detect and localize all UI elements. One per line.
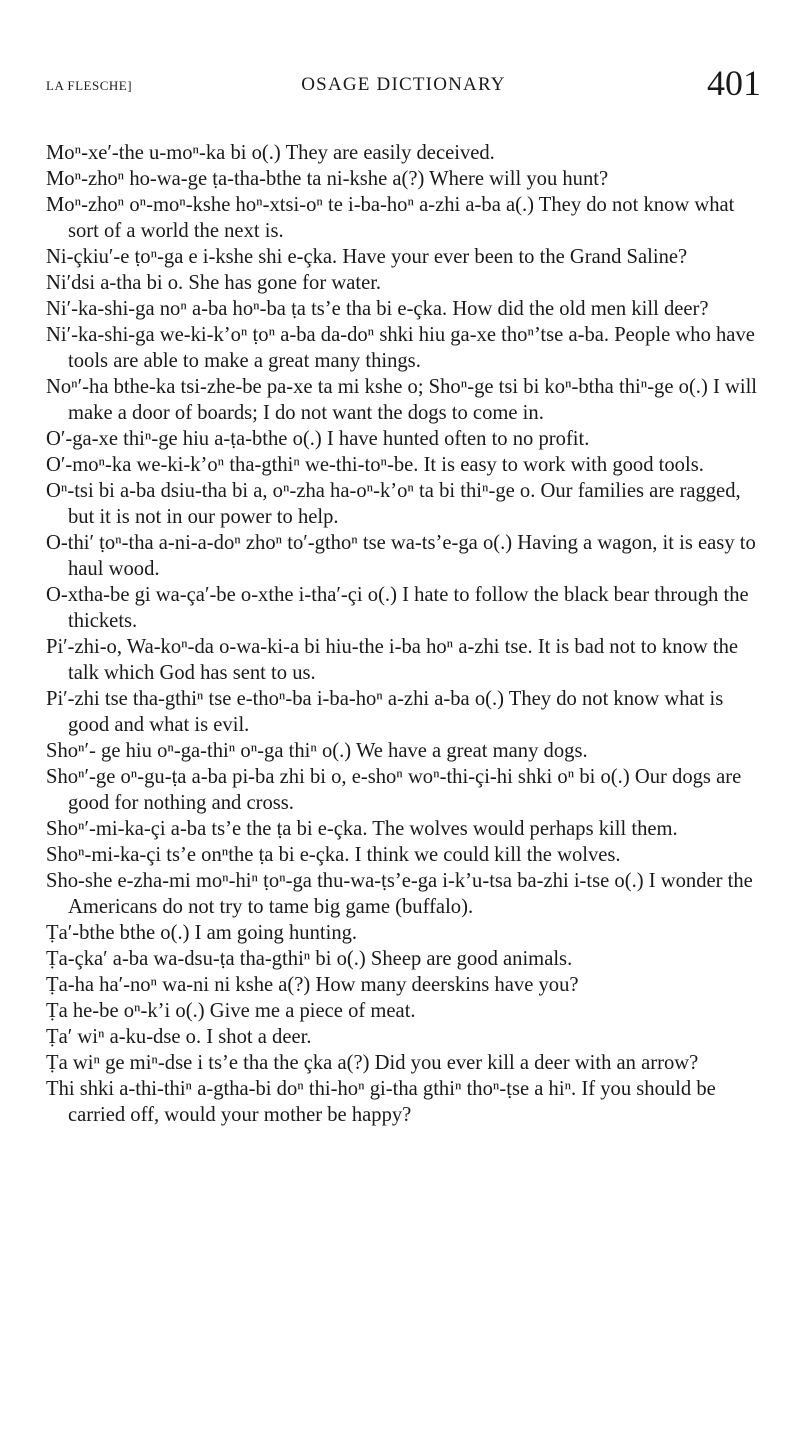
english-translation: Did you ever kill a deer with an arrow? xyxy=(374,1052,699,1074)
osage-phrase: O-xtha-be gi wa-ça′-be o-xthe i-tha′-çi o(.) xyxy=(46,584,397,606)
running-head-title: OSAGE DICTIONARY xyxy=(301,74,506,95)
english-translation: Where will you hunt? xyxy=(429,168,609,190)
english-translation: I hate to follow the black bear through the thickets. xyxy=(68,584,749,632)
osage-phrase: Ṭa he-be oⁿ-k’i o(.) xyxy=(46,1000,205,1022)
dictionary-entry xyxy=(46,322,761,374)
osage-phrase: Ṭa wiⁿ ge miⁿ-dse i ts’e tha the çka a(?) xyxy=(46,1052,370,1074)
dictionary-entry xyxy=(46,634,761,686)
osage-phrase: Pi′-zhi tse tha-gthiⁿ tse e-thoⁿ-ba i-ba-hoⁿ a-zhi a-ba o(.) xyxy=(46,688,504,710)
english-translation: It is bad not to know the talk which God has sent to us. xyxy=(68,636,739,684)
running-head-author: LA FLESCHE] xyxy=(46,78,133,93)
english-translation: It is easy to work with good tools. xyxy=(423,454,704,476)
english-translation: Sheep are good animals. xyxy=(370,948,573,970)
english-translation: How many deerskins have you? xyxy=(315,974,579,996)
dictionary-entry xyxy=(46,842,761,868)
english-translation: Our dogs are good for nothing and cross. xyxy=(68,766,742,814)
english-translation: The wolves would perhaps kill them. xyxy=(372,818,678,840)
osage-phrase: Oⁿ-tsi bi a-ba dsiu-tha bi a, oⁿ-zha ha-oⁿ-k’oⁿ ta bi thiⁿ-ge o. xyxy=(46,480,536,502)
dictionary-entry xyxy=(46,816,761,842)
dictionary-entry xyxy=(46,374,761,426)
osage-phrase: Sho-she e-zha-mi moⁿ-hiⁿ ṭoⁿ-ga thu-wa-ṭs’e-ga i-k’u-tsa ba-zhi i-tse o(.) xyxy=(46,870,644,892)
english-translation: Have your ever been to the Grand Saline? xyxy=(342,246,688,268)
dictionary-entry xyxy=(46,764,761,816)
dictionary-entry xyxy=(46,998,761,1024)
osage-phrase: Ni′dsi a-tha bi o. xyxy=(46,272,184,294)
dictionary-entry xyxy=(46,270,761,296)
osage-phrase: Shoⁿ′-mi-ka-çi a-ba ts’e the ṭa bi e-çka. xyxy=(46,818,368,840)
dictionary-entry xyxy=(46,1050,761,1076)
dictionary-entry xyxy=(46,140,761,166)
dictionary-entry xyxy=(46,530,761,582)
dictionary-entry xyxy=(46,946,761,972)
english-translation: I shot a deer. xyxy=(206,1026,312,1048)
page-number: 401 xyxy=(707,63,761,103)
osage-phrase: Noⁿ′-ha bthe-ka tsi-zhe-be pa-xe ta mi kshe o; Shoⁿ-ge tsi bi koⁿ-btha thiⁿ-ge o(.) xyxy=(46,376,708,398)
osage-phrase: Shoⁿ′- ge hiu oⁿ-ga-thiⁿ oⁿ-ga thiⁿ o(.) xyxy=(46,740,352,762)
osage-phrase: Pi′-zhi-o, Wa-koⁿ-da o-wa-ki-a bi hiu-the i-ba hoⁿ a-zhi tse. xyxy=(46,636,533,658)
dictionary-entry xyxy=(46,478,761,530)
osage-phrase: Shoⁿ-mi-ka-çi ts’e onⁿthe ṭa bi e-çka. xyxy=(46,844,350,866)
dictionary-entry xyxy=(46,244,761,270)
english-translation: I have hunted often to no profit. xyxy=(326,428,590,450)
osage-phrase: Ni-çkiu′-e ṭoⁿ-ga e i-kshe shi e-çka. xyxy=(46,246,338,268)
english-translation: They are easily deceived. xyxy=(285,142,495,164)
dictionary-entry xyxy=(46,920,761,946)
english-translation: She has gone for water. xyxy=(188,272,382,294)
english-translation: We have a great many dogs. xyxy=(355,740,588,762)
english-translation: Having a wagon, it is easy to haul wood. xyxy=(68,532,756,580)
dictionary-entry xyxy=(46,452,761,478)
dictionary-entry xyxy=(46,1076,761,1128)
osage-phrase: Ṭa-ha ha′-noⁿ wa-ni ni kshe a(?) xyxy=(46,974,311,996)
osage-phrase: Shoⁿ′-ge oⁿ-gu-ṭa a-ba pi-ba zhi bi o, e-shoⁿ woⁿ-thi-çi-hi shki oⁿ bi o(.) xyxy=(46,766,630,788)
osage-phrase: O-thi′ ṭoⁿ-tha a-ni-a-doⁿ zhoⁿ to′-gthoⁿ tse wa-ts’e-ga o(.) xyxy=(46,532,513,554)
page-header xyxy=(46,60,761,104)
dictionary-entry xyxy=(46,296,761,322)
english-translation: Our families are ragged, but it is not in our power to help. xyxy=(68,480,741,528)
dictionary-entry xyxy=(46,192,761,244)
osage-phrase: Ṭa′ wiⁿ a-ku-dse o. xyxy=(46,1026,202,1048)
osage-phrase: Moⁿ-zhoⁿ oⁿ-moⁿ-kshe hoⁿ-xtsi-oⁿ te i-ba-hoⁿ a-zhi a-ba a(.) xyxy=(46,194,535,216)
entry-list xyxy=(46,140,761,1128)
osage-phrase: Ni′-ka-shi-ga noⁿ a-ba hoⁿ-ba ṭa ts’e tha bi e-çka. xyxy=(46,298,448,320)
dictionary-entry xyxy=(46,582,761,634)
osage-phrase: Moⁿ-xe′-the u-moⁿ-ka bi o(.) xyxy=(46,142,281,164)
osage-phrase: Ṭa′-bthe bthe o(.) xyxy=(46,922,190,944)
english-translation: I think we could kill the wolves. xyxy=(354,844,621,866)
osage-phrase: Ni′-ka-shi-ga we-ki-k’oⁿ ṭoⁿ a-ba da-doⁿ shki hiu ga-xe thoⁿ’tse a-ba. xyxy=(46,324,610,346)
dictionary-entry xyxy=(46,972,761,998)
english-translation: Give me a piece of meat. xyxy=(209,1000,416,1022)
dictionary-entry xyxy=(46,426,761,452)
osage-phrase: Ṭa-çka′ a-ba wa-dsu-ṭa tha-gthiⁿ bi o(.) xyxy=(46,948,366,970)
english-translation: How did the old men kill deer? xyxy=(452,298,709,320)
osage-phrase: Thi shki a-thi-thiⁿ a-gtha-bi doⁿ thi-hoⁿ gi-tha gthiⁿ thoⁿ-ṭse a hiⁿ. xyxy=(46,1078,577,1100)
english-translation: People who have tools are able to make a great many things. xyxy=(68,324,755,372)
english-translation: I will make a door of boards; I do not want the dogs to come in. xyxy=(68,376,758,424)
english-translation: They do not know what is good and what is evil. xyxy=(68,688,724,736)
dictionary-entry xyxy=(46,1024,761,1050)
english-translation: I am going hunting. xyxy=(194,922,358,944)
dictionary-entry xyxy=(46,738,761,764)
english-translation: They do not know what sort of a world the next is. xyxy=(68,194,735,242)
english-translation: If you should be carried off, would your mother be happy? xyxy=(68,1078,716,1126)
dictionary-entry xyxy=(46,686,761,738)
dictionary-entry xyxy=(46,166,761,192)
dictionary-page xyxy=(0,60,801,1436)
osage-phrase: Moⁿ-zhoⁿ ho-wa-ge ṭa-tha-bthe ta ni-kshe a(?) xyxy=(46,168,425,190)
dictionary-entry xyxy=(46,868,761,920)
osage-phrase: O′-ga-xe thiⁿ-ge hiu a-ṭa-bthe o(.) xyxy=(46,428,322,450)
osage-phrase: O′-moⁿ-ka we-ki-k’oⁿ tha-gthiⁿ we-thi-toⁿ-be. xyxy=(46,454,419,476)
english-translation: I wonder the Americans do not try to tame big game (buffalo). xyxy=(68,870,753,918)
